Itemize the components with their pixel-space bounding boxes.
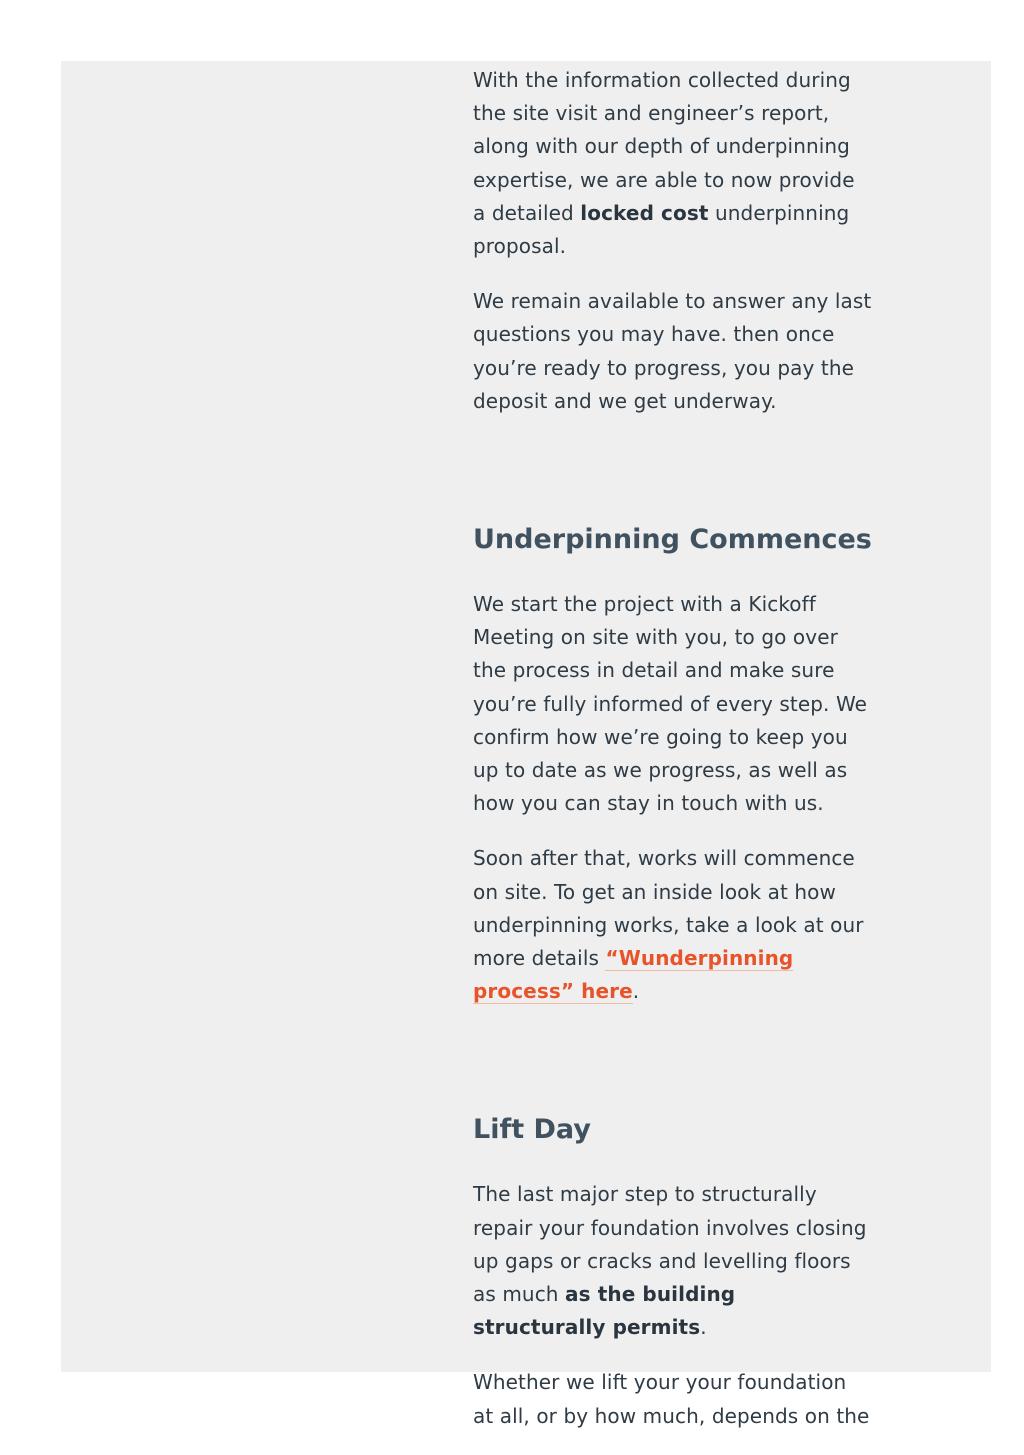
structural-permits-emphasis: as the building structurally permits xyxy=(473,1282,736,1340)
questions-paragraph: We remain available to answer any last questions you may have. then once you’re ready to progress, you pay the deposit and we get underway. xyxy=(473,289,872,413)
lift-day-paragraph xyxy=(473,1178,873,1344)
proposal-paragraph xyxy=(473,64,873,263)
proposal-text-start: With the information collected during the site visit and engineer’s report, along with our depth of underpinning expertise, we are able to now provide a detailed xyxy=(473,68,855,225)
kickoff-paragraph: We start the project with a Kickoff Meeting on site with you, to go over the process in detail and make sure you’re fully informed of every step. We confirm how we’re going to keep you up to date as we progress, as well as how you can stay in touch with us. xyxy=(473,592,868,816)
article-content xyxy=(473,64,873,1455)
lift-text-end: . xyxy=(700,1315,707,1340)
works-commence-paragraph xyxy=(473,842,873,1008)
works-text-end: . xyxy=(632,979,640,1004)
lift-text-start: The last major step to structurally repair your foundation involves closing up gaps or cracks and levelling floors as much xyxy=(473,1182,867,1307)
works-text-start: Soon after that, works will commence on site. To get an inside look at how underpinning works, take a look at our more details xyxy=(473,846,864,971)
content-panel xyxy=(61,61,991,1428)
lift-amount-paragraph: Whether we lift your your foundation at all, or by how much, depends on the xyxy=(473,1370,870,1428)
section-spacer xyxy=(473,440,873,522)
proposal-text-end: underpinning proposal. xyxy=(473,200,850,259)
lift-day-heading: Lift Day xyxy=(473,1114,591,1146)
section-spacer xyxy=(473,1030,873,1112)
underpinning-commences-heading: Underpinning Commences xyxy=(473,524,872,556)
heading-spacer xyxy=(473,558,873,588)
heading-spacer xyxy=(473,1148,873,1178)
locked-cost-emphasis: locked cost xyxy=(580,200,709,225)
wunderpinning-process-link[interactable]: “Wunderpinning process” here xyxy=(473,946,794,1004)
